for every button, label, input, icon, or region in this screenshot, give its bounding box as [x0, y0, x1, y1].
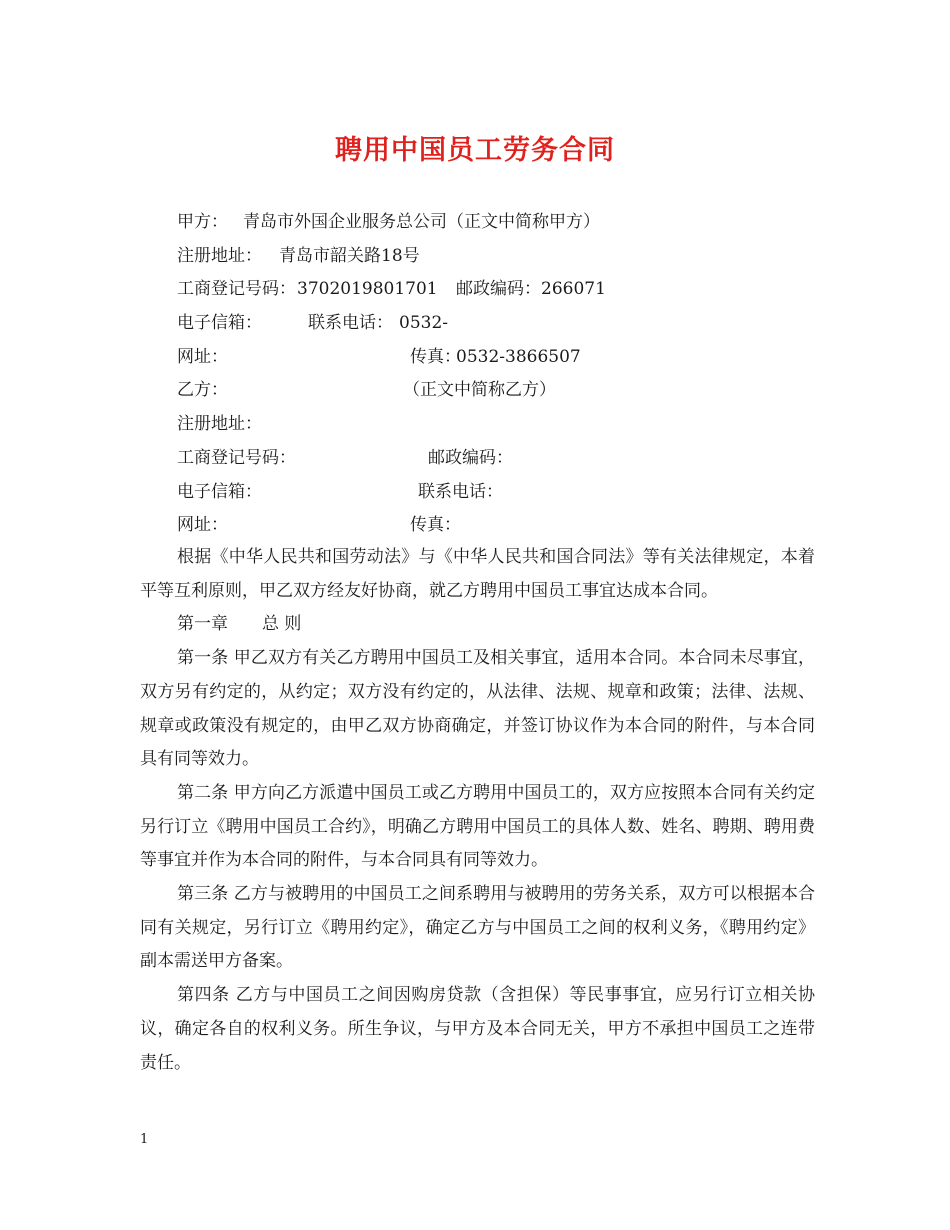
article-1: 第一条 甲乙双方有关乙方聘用中国员工及相关事宜，适用本合同。本合同未尽事宜，双方另有约定的，从约定；双方没有约定的，从法律、法规、规章和政策；法律、法规、规章或政策没有规定的，由甲乙双方协商确定，并签订协议作为本合同的附件，与本合同具有同等效力。	[140, 648, 815, 770]
party-a-contact-line	[177, 307, 877, 341]
party-a-email-label: 电子信箱：	[177, 313, 262, 334]
party-b-reg-line	[177, 442, 877, 476]
article-4: 第四条 乙方与中国员工之间因购房贷款（含担保）等民事事宜，应另行订立相关协议，确定各自的权利义务。所生争议，与甲方及本合同无关，甲方不承担中国员工之连带责任。	[140, 985, 815, 1073]
party-a-label: 甲方：	[177, 212, 228, 232]
preamble: 根据《中华人民共和国劳动法》与《中华人民共和国合同法》等有关法律规定，本着平等互利原则，甲乙双方经友好协商，就乙方聘用中国员工事宜达成本合同。	[140, 547, 815, 601]
party-b-phone-label: 联系电话：	[418, 481, 503, 502]
contract-body	[140, 541, 815, 1080]
party-a-reg-number: 3702019801701	[297, 279, 438, 300]
party-b-address-label: 注册地址：	[177, 414, 262, 435]
party-a-phone: 0532-	[399, 313, 449, 334]
parties-info	[177, 206, 877, 543]
party-b-fax-label: 传真：	[410, 515, 461, 536]
party-a-web-line	[177, 341, 877, 375]
party-a-reg-label: 工商登记号码：	[177, 279, 296, 300]
party-b-note: （正文中简称乙方）	[403, 380, 556, 401]
party-a-postcode-label: 邮政编码：	[456, 279, 541, 300]
party-a-reg-line	[177, 273, 877, 307]
party-a-phone-label: 联系电话：	[308, 313, 393, 334]
party-a-fax: 0532-3866507	[456, 346, 581, 367]
chapter-heading: 第一章 总 则	[177, 614, 302, 635]
party-b-address-line	[177, 408, 877, 442]
article-3: 第三条 乙方与被聘用的中国员工之间系聘用与被聘用的劳务关系，双方可以根据本合同有关规定，另行订立《聘用约定》，确定乙方与中国员工之间的权利义务，《聘用约定》副本需送甲方备案。	[140, 884, 815, 972]
party-a-web-label: 网址：	[177, 346, 228, 367]
party-b-email-label: 电子信箱：	[177, 481, 262, 502]
party-b-label: 乙方：	[177, 380, 228, 401]
party-a-fax-label: 传真：	[410, 346, 461, 367]
party-b-contact-line	[177, 476, 877, 510]
document-title: 聘用中国员工劳务合同	[335, 135, 615, 166]
article-2: 第二条 甲方向乙方派遣中国员工或乙方聘用中国员工的，双方应按照本合同有关约定另行订立《聘用中国员工合约》，明确乙方聘用中国员工的具体人数、姓名、聘期、聘用费等事宜并作为本合同的附件，与本合同具有同等效力。	[140, 782, 815, 871]
page-number: 1	[140, 1132, 149, 1147]
party-a-postcode: 266071	[541, 279, 606, 300]
party-b-name-line	[177, 374, 877, 408]
party-a-address-line	[177, 240, 877, 274]
party-b-web-label: 网址：	[177, 515, 228, 536]
party-b-reg-label: 工商登记号码：	[177, 447, 296, 468]
party-a-address: 青岛市韶关路18号	[279, 245, 420, 266]
party-a-name: 青岛市外国企业服务总公司（正文中简称甲方）	[243, 212, 600, 232]
party-b-postcode-label: 邮政编码：	[428, 447, 513, 468]
party-a-name-line	[177, 206, 877, 240]
party-a-address-label: 注册地址：	[177, 245, 262, 266]
party-b-web-line	[177, 509, 877, 543]
